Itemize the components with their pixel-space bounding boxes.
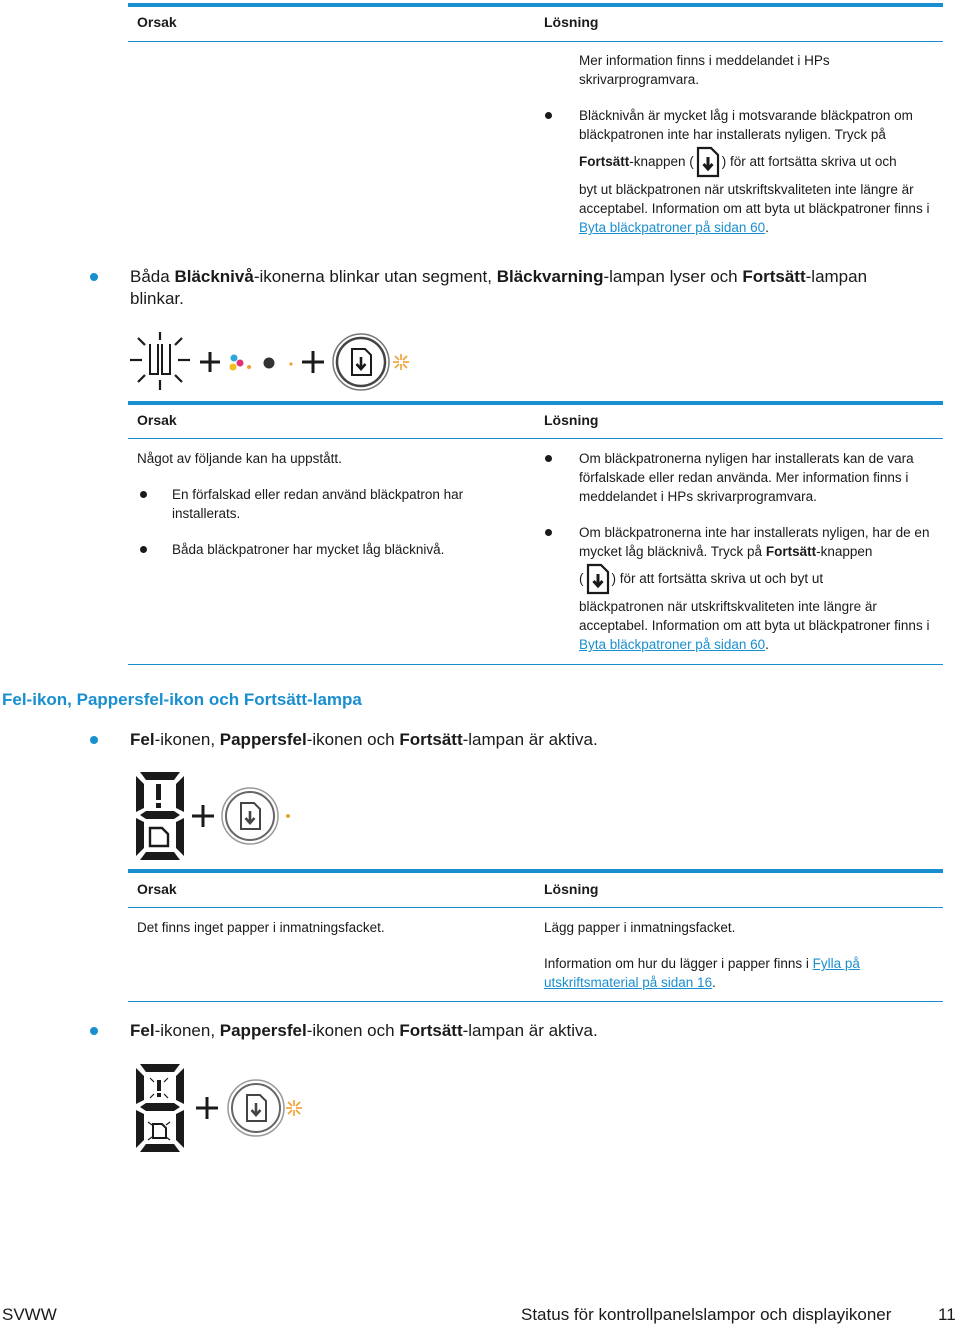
bullet2-text: Båda Bläcknivå-ikonerna blinkar utan segment, Bläckvarning-lampan lyser och Fortsätt-lampan blinkar. xyxy=(130,267,868,308)
resume-light-icon xyxy=(228,1080,284,1136)
table3-bottom-rule xyxy=(128,1001,943,1002)
bullet4-text: Fel-ikonen, Pappersfel-ikonen och Fortsätt-lampan är aktiva. xyxy=(130,1021,598,1040)
paper-error-icon xyxy=(153,1124,166,1138)
ink-level-icon xyxy=(150,344,170,374)
table1-header-cause: Orsak xyxy=(137,14,177,30)
footer-left-code: SVWW xyxy=(2,1305,57,1324)
table2-header-rule xyxy=(128,438,943,439)
tricolor-ink-icon xyxy=(230,355,244,371)
black-ink-icon xyxy=(264,358,275,369)
bullet-dot xyxy=(140,491,147,498)
table2-top-rule xyxy=(128,401,943,405)
table1-header-rule xyxy=(128,41,943,42)
table3-cause: Det finns inget papper i inmatningsfacket. xyxy=(137,920,385,935)
bullet-dot xyxy=(140,546,147,553)
table3-top-rule xyxy=(128,869,943,873)
error-paper-error-illustration xyxy=(128,768,308,864)
table3-solution2: Information om hur du lägger i papper finns i Fylla på utskriftsmaterial på sidan 16. xyxy=(544,956,860,990)
footer-title: Status för kontrollpanelslampor och displayikoner xyxy=(521,1305,892,1324)
bullet-dot xyxy=(545,529,552,536)
bullet-dot xyxy=(90,273,98,281)
table2-header-cause: Orsak xyxy=(137,412,177,428)
table1-solution-bullet: Bläcknivån är mycket låg i motsvarande bläckpatron om bläckpatronen inte har installerats nyligen. Tryck på Fortsätt-knappen ( ) för att fortsätta skriva ut och byt ut bläckpatronen när utskriftskvaliteten inte längre är acceptabel. Information om att byta ut bläckpatroner finns i Byta bläckpatroner på sidan 60. xyxy=(579,108,930,235)
error-paper-error-blinking-illustration xyxy=(128,1060,318,1156)
plus-icon xyxy=(192,805,214,827)
link-byta-blackpatroner[interactable]: Byta bläckpatroner på sidan 60 xyxy=(579,220,766,235)
table2-header-solution: Lösning xyxy=(544,412,599,428)
table3-header-cause: Orsak xyxy=(137,881,177,897)
bullet-dot xyxy=(545,455,552,462)
table2-solution-bullet1: Om bläckpatronerna nyligen har installerats kan de vara förfalskade eller redan använda. Mer information finns i meddelandet i HPs skrivarprogramvara. xyxy=(579,451,914,504)
blink-rays-icon xyxy=(130,332,190,390)
blink-dot-icon xyxy=(247,365,251,369)
table2-cause-bullet1: En förfalskad eller redan använd bläckpatron har installerats. xyxy=(172,487,464,521)
table1-solution-text: Mer information finns i meddelandet i HPs skrivarprogramvara. xyxy=(579,53,830,87)
resume-light-icon xyxy=(333,334,389,390)
table3-solution1: Lägg papper i inmatningsfacket. xyxy=(544,920,736,935)
blink-star-icon xyxy=(286,1100,302,1116)
resume-button-icon xyxy=(584,563,612,595)
bullet3-text: Fel-ikonen, Pappersfel-ikonen och Fortsätt-lampan är aktiva. xyxy=(130,730,598,749)
plus-icon xyxy=(196,1097,218,1119)
bullet-dot xyxy=(90,736,98,744)
table2-solution-bullet2: Om bläckpatronerna inte har installerats nyligen, har de en mycket låg bläcknivå. Tryck på Fortsätt-knappen ( ) för att fortsätta skriva ut och byt ut bläckpatronen när utskriftskvaliteten inte längre är acceptabel. Information om att byta ut bläckpatroner finns i Byta bläckpatroner på sidan 60. xyxy=(579,525,930,652)
resume-light-icon xyxy=(222,788,278,844)
blink-star-icon xyxy=(393,354,409,370)
bullet-dot xyxy=(90,1027,98,1035)
section-heading: Fel-ikon, Pappersfel-ikon och Fortsätt-lampa xyxy=(2,690,362,709)
link-fylla-pa-utskriftsmaterial[interactable]: Fylla på utskriftsmaterial på sidan 16 xyxy=(544,956,860,990)
ink-level-blinking-illustration xyxy=(128,330,428,394)
table1-header-solution: Lösning xyxy=(544,14,599,30)
error-icon xyxy=(157,1080,161,1097)
table2-bottom-rule xyxy=(128,664,943,665)
plus-icon xyxy=(200,352,220,372)
plus-icon xyxy=(302,351,324,373)
error-icon xyxy=(156,784,161,808)
table1-top-rule xyxy=(128,3,943,7)
paper-error-icon xyxy=(150,828,168,846)
bullet-dot xyxy=(545,112,552,119)
footer-page-number: 11 xyxy=(938,1305,956,1324)
blink-dot-icon xyxy=(289,362,292,365)
table3-header-solution: Lösning xyxy=(544,881,599,897)
table2-cause-bullet2: Båda bläckpatroner har mycket låg bläcknivå. xyxy=(172,542,445,557)
link-byta-blackpatroner[interactable]: Byta bläckpatroner på sidan 60 xyxy=(579,637,766,652)
resume-button-icon xyxy=(694,146,722,178)
table3-header-rule xyxy=(128,907,943,908)
table2-cause-intro: Något av följande kan ha uppstått. xyxy=(137,451,342,466)
blink-dot-icon xyxy=(286,814,290,818)
